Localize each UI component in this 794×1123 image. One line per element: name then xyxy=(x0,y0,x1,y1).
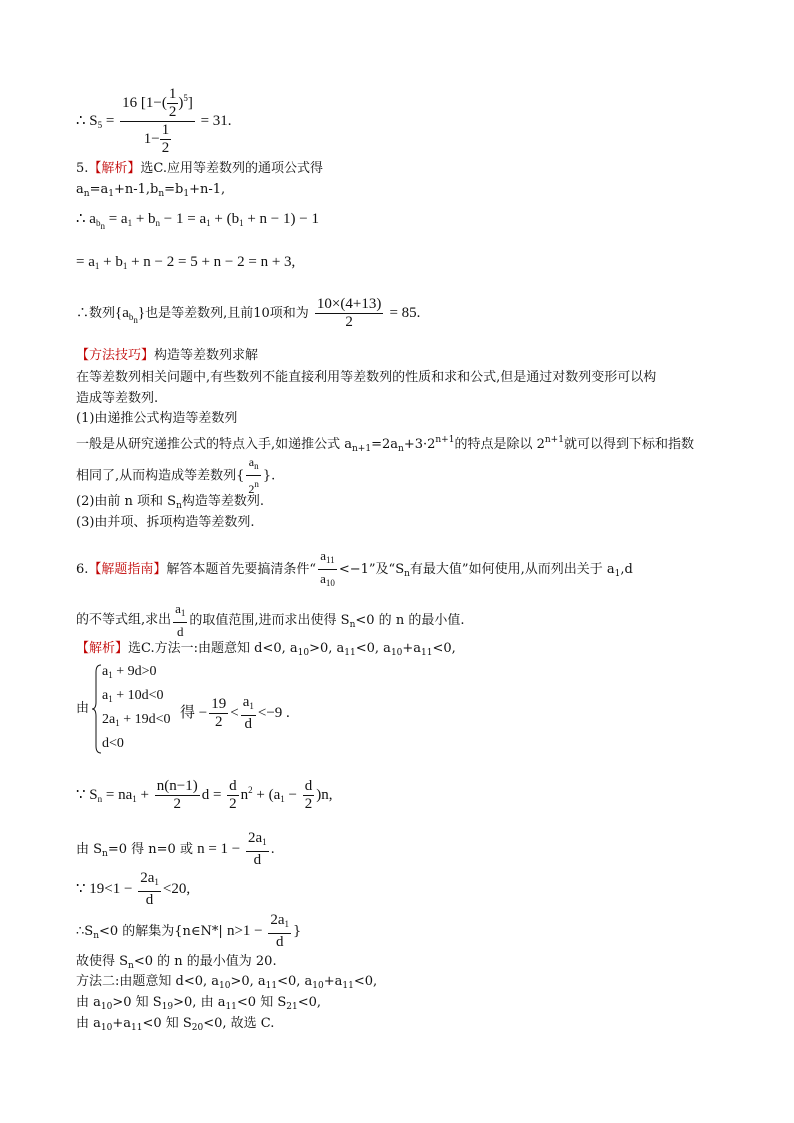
range-line: ∵ 19<1 − $\frac{2a_1}{d}$ <20, xyxy=(76,870,191,908)
tips-item1-line1: 一般是从研究递推公式的特点入手,如递推公式 $a_{n+1}=2a_n+3\cdot 2^{n+1}$的特点是除以 $2^{n+1}$就可以得到下标和指数 xyxy=(76,435,694,454)
p5-line2: $a_n=a_1+n-1,b_n=b_1+n-1$, xyxy=(76,182,226,199)
p5-heading: 5.【解析】选C.应用等差数列的通项公式得 xyxy=(76,161,324,176)
system-from: 由 xyxy=(76,701,90,716)
p6-line2: 的不等式组,求出 $\frac{a_1}{d}$ 的取值范围,进而求出使得 $S_n<0$ 的 n 的最小值. xyxy=(76,601,465,639)
method2-line3: 由 $a_{10}+a_{11}<0$ 知 $S_{20}<0$, 故选 C. xyxy=(76,1016,275,1033)
system-row-4: d<0 xyxy=(102,736,124,751)
method2-line2: 由 $a_{10}>0$ 知 $S_{19}>0$, 由 $a_{11}<0$ 知 $S_{21}<0$, xyxy=(76,995,321,1012)
tips-heading: 【方法技巧】构造等差数列求解 xyxy=(76,348,259,363)
system-row-1: $a_1 + 9d>0$ xyxy=(102,664,157,680)
p6-heading: 6.【解题指南】解答本题首先要搞清条件“ $\frac{a_{11}}{a_{10}}$ <−1”及“$S_n$有最大值”如何使用,从而列出关于 $a_1,d$ xyxy=(76,548,633,588)
solution-set: $\therefore S_n<0$ 的解集为{n∈N*| n>1 − $\frac{2a_1}{d}$ } xyxy=(76,912,302,950)
tips-line2: 造成等差数列. xyxy=(76,391,159,406)
p5-line4: = $a_1 + b_1 + n - 2 = 5 + n - 2 = n + 3$, xyxy=(76,254,296,271)
p6-method1: 【解析】选C.方法一:由题意知 d<0, $a_{10}>0$, $a_{11}<0$, $a_{10}+a_{11}<0$, xyxy=(76,641,456,658)
system-row-3: $2a_1 + 19d<0$ xyxy=(102,712,171,728)
system-result: 得 − $\frac{19}{2}$ < $\frac{a_1}{d}$ <−9 . xyxy=(180,694,290,732)
p5-line5: ∴数列$\{a_{b_n}\}$也是等差数列,且前10项和为 $\frac{10\times(4+13)}{2}$ = 85. xyxy=(76,296,421,330)
tips-line1: 在等差数列相关问题中,有些数列不能直接利用等差数列的性质和求和公式,但是通过对数列变形可以构 xyxy=(76,370,657,385)
p5-line3: ∴ $a_{b_n} = a_1 + b_n - 1 = a_1 + (b_1 + n - 1) - 1$ xyxy=(76,211,319,231)
min-value: 故使得 $S_n<0$ 的 n 的最小值为 20. xyxy=(76,954,277,971)
s5-formula: ∴ $S_5$ = 16 [1−( $\frac{1}{2}$ )$^5$] 1− $\frac{1}{2}$ = 31. xyxy=(76,86,232,156)
system-row-2: $a_1 + 10d<0$ xyxy=(102,688,164,704)
tips-item3: (3)由并项、拆项构造等差数列. xyxy=(76,515,255,530)
system-brace xyxy=(92,664,102,754)
sn-formula: ∵ $S_n = na_1$ + $\frac{n(n-1)}{2}$ d = $\frac{d}{2}$ $n^2 + (a_1$ − $\frac{d}{2}$ )n, xyxy=(76,778,333,812)
tips-item1-line2: 相同了,从而构造成等差数列{ $\frac{a_n}{2^n}$ }. xyxy=(76,455,276,496)
method2-line1: 方法二:由题意知 d<0, $a_{10}>0$, $a_{11}<0$, $a_{10}+a_{11}<0$, xyxy=(76,974,378,991)
tips-item1: (1)由递推公式构造等差数列 xyxy=(76,411,238,426)
tips-item2: (2)由前 n 项和 $S_n$构造等差数列. xyxy=(76,494,265,511)
sn-zero: 由 $S_n=0$ 得 n=0 或 n = 1 − $\frac{2a_1}{d}$ . xyxy=(76,830,275,868)
